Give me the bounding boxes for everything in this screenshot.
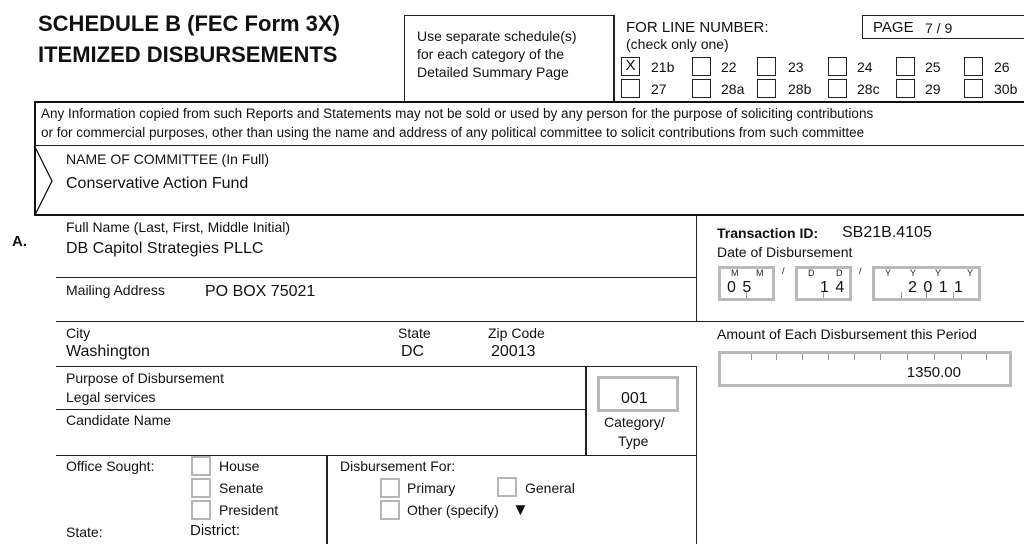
zip-label: Zip Code — [488, 325, 545, 341]
note-line-3: Detailed Summary Page — [417, 64, 569, 80]
page-label: PAGE — [873, 19, 914, 36]
transaction-id-label: Transaction ID: — [717, 225, 819, 241]
type-label: Type — [618, 433, 649, 449]
line-29-label: 29 — [925, 81, 941, 97]
month-cap-2: M — [756, 268, 764, 278]
day-cap-2: D — [836, 268, 843, 278]
year-cap-4: Y — [967, 268, 974, 278]
other-label: Other (specify) — [407, 502, 499, 518]
line-21b-label: 21b — [651, 59, 675, 75]
line-28b-label: 28b — [788, 81, 812, 97]
line-28a-label: 28a — [721, 81, 745, 97]
disclaimer-line-2: or for commercial purposes, other than using the name and address of any political committee to solicit contributions from such committee — [41, 125, 865, 140]
line-25-checkbox[interactable] — [896, 57, 915, 76]
line-28c-checkbox[interactable] — [828, 79, 847, 98]
note-line-2: for each category of the — [417, 46, 565, 62]
mailing-address-value[interactable]: PO BOX 75021 — [205, 283, 316, 300]
year-value: 2 0 1 1 — [908, 279, 964, 296]
office-president-label: President — [219, 502, 279, 518]
line-30b-checkbox[interactable] — [964, 79, 983, 98]
office-house-checkbox[interactable] — [191, 456, 211, 476]
line-27-label: 27 — [651, 81, 667, 97]
office-sought-label: Office Sought: — [66, 458, 155, 474]
form-title: SCHEDULE B (FEC Form 3X) — [38, 11, 340, 36]
committee-name[interactable]: Conservative Action Fund — [66, 175, 249, 192]
line-28a-checkbox[interactable] — [692, 79, 711, 98]
date-label: Date of Disbursement — [717, 244, 853, 260]
other-checkbox[interactable] — [380, 500, 400, 520]
line-26-checkbox[interactable] — [964, 57, 983, 76]
city-label: City — [66, 325, 91, 341]
district-label: District: — [190, 522, 240, 539]
line-21b-checkbox[interactable]: X — [621, 57, 640, 76]
disbursement-for-label: Disbursement For: — [340, 458, 456, 474]
mailing-address-label: Mailing Address — [66, 282, 165, 298]
candidate-name-label: Candidate Name — [66, 412, 172, 428]
line-24-checkbox[interactable] — [828, 57, 847, 76]
line-25-label: 25 — [925, 59, 941, 75]
disclaimer-line-1: Any Information copied from such Reports and Statements may not be sold or used by any person for the purpose of soliciting contributions — [41, 106, 874, 121]
year-cap-2: Y — [910, 268, 917, 278]
zip-value[interactable]: 20013 — [491, 343, 536, 360]
general-label: General — [525, 480, 575, 496]
line-27-checkbox[interactable] — [621, 79, 640, 98]
date-separator-1: / — [782, 266, 785, 276]
check-only-label: (check only one) — [626, 36, 729, 52]
day-value: 1 4 — [820, 279, 846, 296]
line-30b-label: 30b — [994, 81, 1018, 97]
committee-arrow-icon — [34, 146, 56, 216]
category-label: Category/ — [604, 414, 665, 430]
month-cap-1: M — [731, 268, 739, 278]
day-cap-1: D — [808, 268, 815, 278]
for-line-label: FOR LINE NUMBER: — [626, 19, 769, 36]
line-23-label: 23 — [788, 59, 804, 75]
other-arrow-icon: ▼ — [512, 500, 529, 519]
line-28b-checkbox[interactable] — [757, 79, 776, 98]
line-22-label: 22 — [721, 59, 737, 75]
general-checkbox[interactable] — [497, 477, 517, 497]
year-cap-3: Y — [935, 268, 942, 278]
line-22-checkbox[interactable] — [692, 57, 711, 76]
committee-label: NAME OF COMMITTEE (In Full) — [66, 151, 269, 167]
entry-letter: A. — [12, 233, 27, 250]
primary-checkbox[interactable] — [380, 478, 400, 498]
full-name-label: Full Name (Last, First, Middle Initial) — [66, 219, 291, 235]
category-value: 001 — [621, 390, 648, 407]
purpose-value[interactable]: Legal services — [66, 389, 156, 405]
line-26-label: 26 — [994, 59, 1010, 75]
date-separator-2: / — [859, 266, 862, 276]
state-label: State — [398, 325, 431, 341]
office-senate-checkbox[interactable] — [191, 478, 211, 498]
state-value[interactable]: DC — [401, 343, 425, 360]
transaction-id-value: SB21B.4105 — [842, 224, 932, 241]
date-year-field[interactable] — [872, 266, 981, 301]
amount-label: Amount of Each Disbursement this Period — [717, 326, 977, 342]
line-29-checkbox[interactable] — [896, 79, 915, 98]
line-23-checkbox[interactable] — [757, 57, 776, 76]
date-day-field[interactable] — [795, 266, 852, 301]
office-president-checkbox[interactable] — [191, 500, 211, 520]
amount-field[interactable] — [718, 351, 1012, 387]
amount-value: 1350.00 — [906, 364, 961, 381]
month-value: 0 5 — [727, 279, 753, 296]
date-month-field[interactable] — [718, 266, 775, 301]
full-name-value[interactable]: DB Capitol Strategies PLLC — [66, 240, 264, 257]
purpose-label: Purpose of Disbursement — [66, 370, 224, 386]
page-number: 7 / 9 — [925, 20, 953, 36]
office-house-label: House — [219, 458, 260, 474]
form-subtitle: ITEMIZED DISBURSEMENTS — [38, 42, 338, 67]
candidate-state-label: State: — [66, 524, 103, 540]
year-cap-1: Y — [885, 268, 892, 278]
city-value[interactable]: Washington — [66, 343, 150, 360]
line-28c-label: 28c — [857, 81, 880, 97]
line-24-label: 24 — [857, 59, 873, 75]
office-senate-label: Senate — [219, 480, 264, 496]
note-line-1: Use separate schedule(s) — [417, 28, 577, 44]
primary-label: Primary — [407, 480, 456, 496]
